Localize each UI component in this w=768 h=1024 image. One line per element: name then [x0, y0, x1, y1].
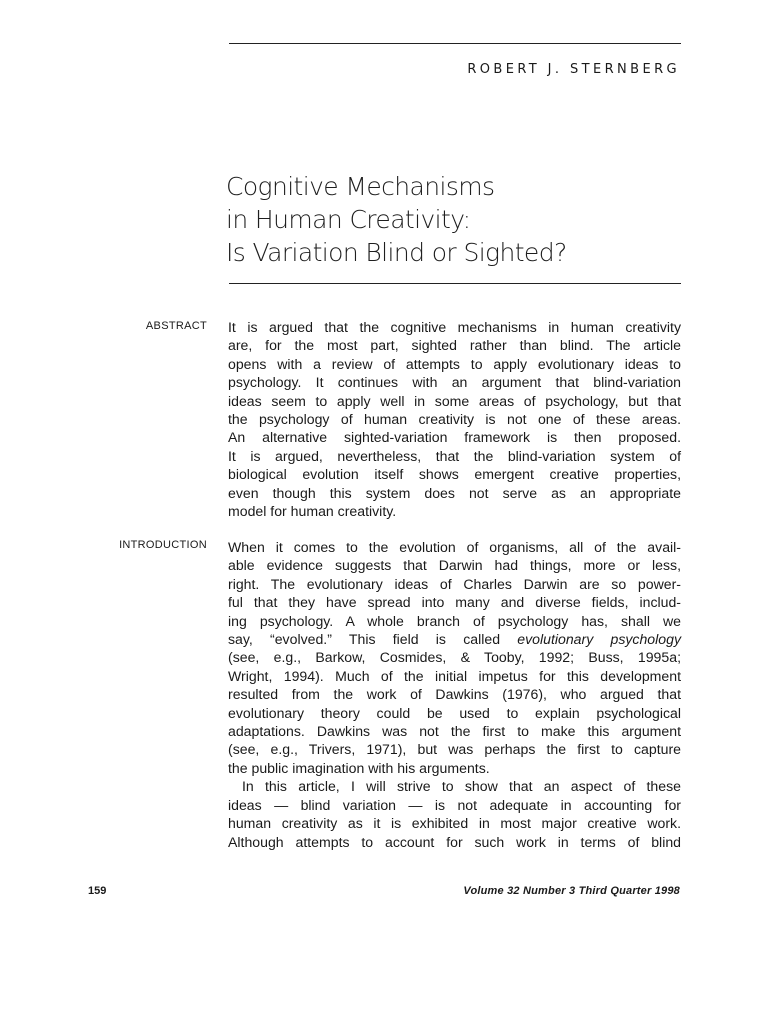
running-head-author: ROBERT J. STERNBERG — [467, 62, 680, 77]
text-line: human creativity as it is exhibited in most major creative work. — [228, 815, 681, 832]
text-line: opens with a review of attempts to apply evolutionary ideas to — [228, 355, 681, 372]
text-line — [228, 630, 681, 648]
text-line: resulted from the work of Dawkins (1976), who argued that — [228, 686, 681, 703]
text-line: When it comes to the evolution of organisms, all of the avail- — [228, 539, 681, 555]
title-line: Cognitive Mechanisms — [226, 172, 495, 201]
introduction-text — [228, 538, 681, 851]
text-line: model for human creativity. — [228, 503, 397, 520]
text-line: ideas seem to apply well in some areas of psychology, but that — [228, 392, 681, 409]
text-line: An alternative sighted-variation framework is then proposed. — [228, 429, 681, 446]
text-line: are, for the most part, sighted rather than blind. The article — [228, 337, 681, 354]
text-line: the psychology of human creativity is not one of these areas. — [228, 411, 681, 428]
header-rule — [229, 43, 681, 44]
abstract-text — [228, 318, 681, 520]
title-line: in Human Creativity: — [226, 205, 471, 234]
text-line: the public imagination with his arguments. — [228, 759, 490, 776]
title-line: Is Variation Blind or Sighted? — [226, 238, 567, 267]
text-line: adaptations. Dawkins was not the first to make this argument — [228, 723, 681, 740]
text-line: biological evolution itself shows emergent creative properties, — [228, 466, 681, 483]
text-line: ideas — blind variation — is not adequate in accounting for — [228, 796, 681, 813]
text-line: even though this system does not serve as an appropriate — [228, 484, 681, 501]
text-line: able evidence suggests that Darwin had things, more or less, — [228, 557, 681, 574]
text-line: (see, e.g., Barkow, Cosmides, & Tooby, 1992; Buss, 1995a; — [228, 649, 681, 666]
text-line: evolutionary theory could be used to explain psychological — [228, 704, 681, 721]
text-line: Although attempts to account for such work in terms of blind — [228, 833, 681, 850]
text-line: right. The evolutionary ideas of Charles Darwin are so power- — [228, 575, 681, 592]
text-line: psychology. It continues with an argument that blind-variation — [228, 374, 681, 391]
text-line: In this article, I will strive to show that an aspect of these — [242, 778, 681, 795]
abstract-label: ABSTRACT — [145, 320, 207, 332]
text-line: ing psychology. A whole branch of psychology has, shall we — [228, 612, 681, 629]
introduction-label: INTRODUCTION — [119, 539, 207, 551]
text-line: It is argued that the cognitive mechanisms in human creativity — [228, 319, 681, 335]
emphasized-term: evolutionary psychology — [517, 631, 681, 648]
text-line: Wright, 1994). Much of the initial impetus for this development — [228, 667, 681, 684]
text-line: (see, e.g., Trivers, 1971), but was perhaps the first to capture — [228, 741, 681, 758]
article-title — [226, 170, 696, 269]
title-rule — [229, 283, 681, 284]
text-line: It is argued, nevertheless, that the blind-variation system of — [228, 447, 681, 464]
text-run: say, “evolved.” This field is called — [228, 631, 501, 648]
page-number: 159 — [88, 885, 107, 897]
issue-info: Volume 32 Number 3 Third Quarter 1998 — [463, 885, 680, 897]
text-line: ful that they have spread into many and diverse fields, includ- — [228, 594, 681, 611]
